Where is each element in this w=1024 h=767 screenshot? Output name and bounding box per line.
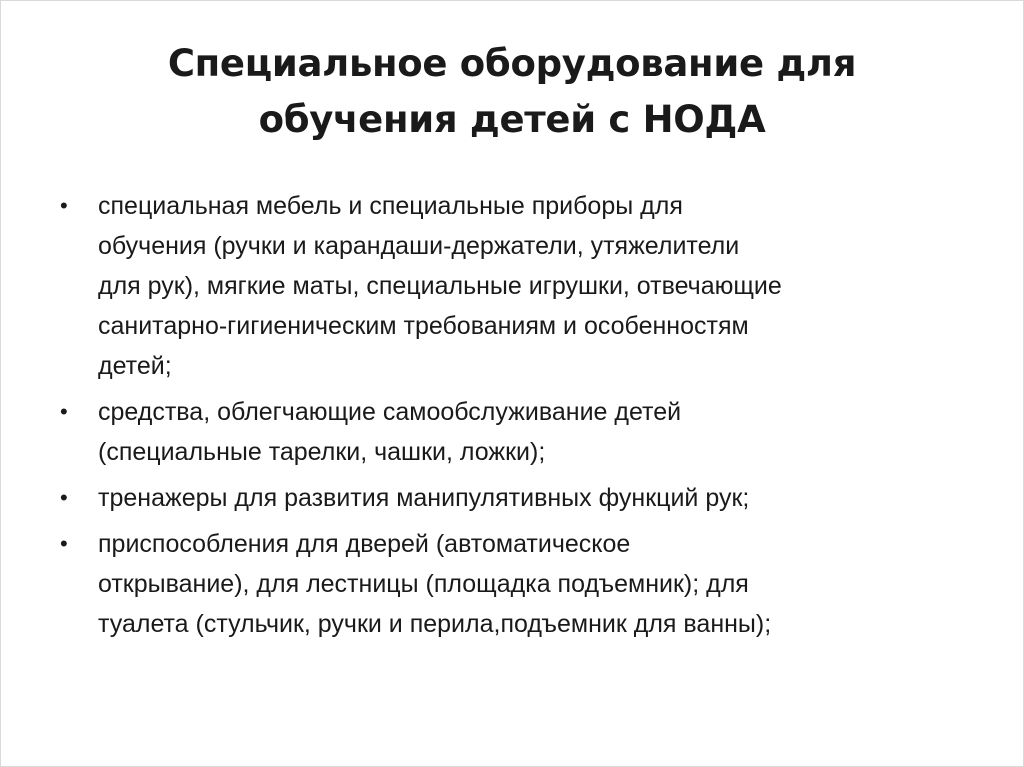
bullet-text-line: тренажеры для развития манипулятивных функций рук; bbox=[98, 484, 750, 512]
bullet-item-trainers bbox=[60, 478, 980, 518]
bullet-text-line: (специальные тарелки, чашки, ложки); bbox=[98, 438, 546, 466]
bullet-dot-icon: • bbox=[60, 193, 68, 218]
bullet-dot-icon: • bbox=[60, 531, 68, 556]
bullet-list bbox=[60, 186, 980, 650]
bullet-text-line: приспособления для дверей (автоматическое bbox=[98, 530, 631, 558]
bullet-text-line: обучения (ручки и карандаши-держатели, утяжелители bbox=[98, 232, 740, 260]
bullet-text-line: для рук), мягкие маты, специальные игрушки, отвечающие bbox=[98, 272, 782, 300]
title-line-2: обучения детей с НОДА bbox=[258, 98, 766, 141]
title-line-1: Специальное оборудование для bbox=[167, 42, 857, 85]
bullet-dot-icon: • bbox=[60, 485, 68, 510]
bullet-text-line: туалета (стульчик, ручки и перила,подъемник для ванны); bbox=[98, 610, 772, 638]
slide-title bbox=[0, 36, 1024, 148]
bullet-text-line: средства, облегчающие самообслуживание детей bbox=[98, 398, 682, 426]
bullet-item-adaptations bbox=[60, 524, 980, 644]
bullet-item-self-care bbox=[60, 392, 980, 472]
bullet-item-furniture bbox=[60, 186, 980, 386]
bullet-text-line: специальная мебель и специальные приборы для bbox=[98, 192, 683, 220]
bullet-dot-icon: • bbox=[60, 399, 68, 424]
bullet-text-line: открывание), для лестницы (площадка подъемник); для bbox=[98, 570, 749, 598]
bullet-text-line: детей; bbox=[98, 352, 172, 380]
bullet-text-line: санитарно-гигиеническим требованиям и особенностям bbox=[98, 312, 749, 340]
